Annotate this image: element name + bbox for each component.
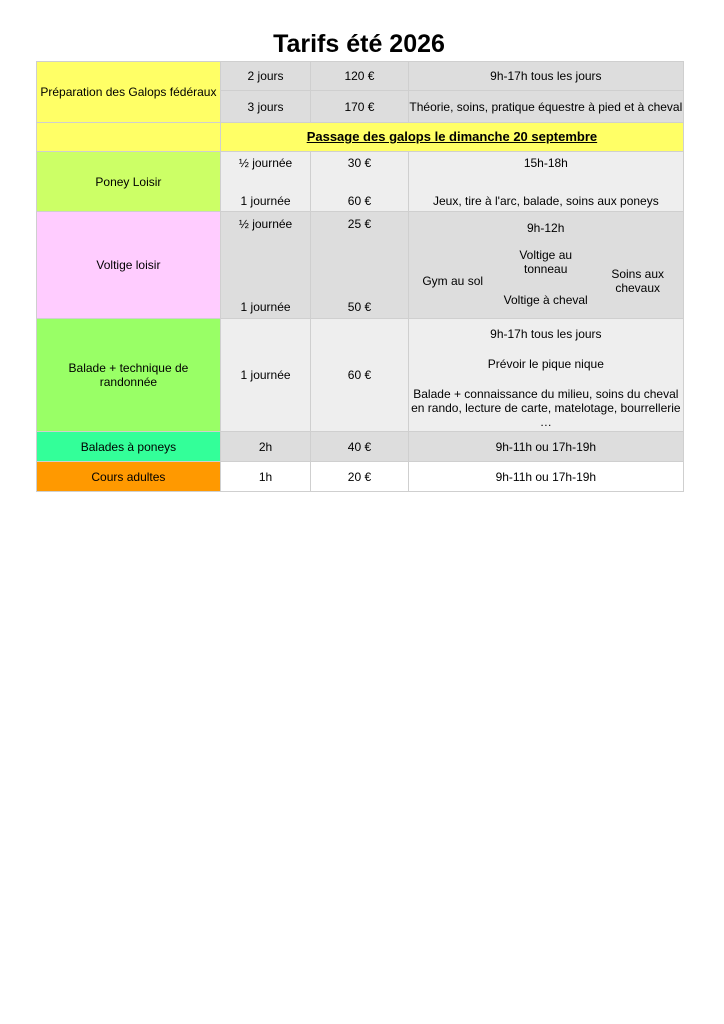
price-cell: 60 € — [311, 319, 408, 432]
info-cell: 9h-11h ou 17h-19h — [408, 432, 683, 462]
table-row-balades-poneys — [37, 432, 684, 462]
duration-cell: 3 jours — [220, 91, 310, 123]
duration-cell — [220, 152, 310, 212]
voltige-a-cheval: Voltige à cheval — [503, 292, 588, 307]
table-row-voltige — [37, 212, 684, 319]
info-cell: Théorie, soins, pratique équestre à pied et à cheval — [408, 91, 683, 123]
price-half-day: 30 € — [347, 155, 372, 170]
activity-galops — [37, 62, 221, 123]
price-cell — [311, 152, 408, 212]
info-cell — [408, 212, 683, 319]
table-row-banner — [37, 123, 684, 152]
duration-cell: 1 journée — [220, 319, 310, 432]
info-description: Jeux, tire à l'arc, balade, soins aux poneys — [432, 193, 659, 208]
info-description: Balade + connaissance du milieu, soins du cheval en rando, lecture de carte, matelotage, bourrellerie … — [411, 387, 681, 429]
duration-cell: 2h — [220, 432, 310, 462]
info-hours: 15h-18h — [523, 155, 568, 170]
price-cell: 170 € — [311, 91, 408, 123]
activity-poney-loisir: Poney Loisir — [37, 152, 221, 212]
duration-half-day: ½ journée — [238, 155, 293, 170]
price-full-day: 50 € — [347, 299, 372, 314]
table-row-galops — [37, 62, 684, 91]
activity-label: Préparation des Galops fédéraux — [40, 85, 217, 99]
duration-full-day: 1 journée — [240, 299, 291, 314]
banner-spacer — [37, 123, 221, 152]
info-cell: 9h-17h tous les jours — [408, 62, 683, 91]
price-cell: 20 € — [311, 462, 408, 492]
duration-cell: 1h — [220, 462, 310, 492]
activity-cours-adultes: Cours adultes — [37, 462, 221, 492]
gym-au-sol: Gym au sol — [422, 273, 484, 288]
info-picnic: Prévoir le pique nique — [487, 357, 604, 371]
price-cell: 40 € — [311, 432, 408, 462]
duration-cell: 2 jours — [220, 62, 310, 91]
voltige-tonneau: Voltige au tonneau — [519, 247, 573, 276]
price-full-day: 60 € — [347, 193, 372, 208]
galops-banner — [220, 123, 683, 152]
info-hours: 9h-17h tous les jours — [490, 327, 602, 341]
table-row-balade-rando — [37, 319, 684, 432]
info-hours: 9h-12h — [527, 220, 565, 235]
duration-cell — [220, 212, 310, 319]
price-half-day: 25 € — [347, 216, 372, 231]
voltige-activities — [409, 213, 683, 318]
soins-aux-chevaux: Soins aux chevaux — [611, 266, 665, 295]
duration-full-day: 1 journée — [240, 193, 291, 208]
price-cell: 120 € — [311, 62, 408, 91]
info-cell — [408, 319, 683, 432]
banner-text: Passage des galops le dimanche 20 septembre — [306, 129, 598, 144]
activity-balades-poneys: Balades à poneys — [37, 432, 221, 462]
activity-balade-rando: Balade + technique de randonnée — [37, 319, 221, 432]
table-row-cours-adultes — [37, 462, 684, 492]
duration-half-day: ½ journée — [238, 216, 293, 231]
info-cell — [408, 152, 683, 212]
activity-voltige: Voltige loisir — [37, 212, 221, 319]
table-row-poney-loisir — [37, 152, 684, 212]
pricing-table — [36, 61, 684, 492]
info-cell: 9h-11h ou 17h-19h — [408, 462, 683, 492]
page-title: Tarifs été 2026 — [273, 30, 445, 58]
price-cell — [311, 212, 408, 319]
